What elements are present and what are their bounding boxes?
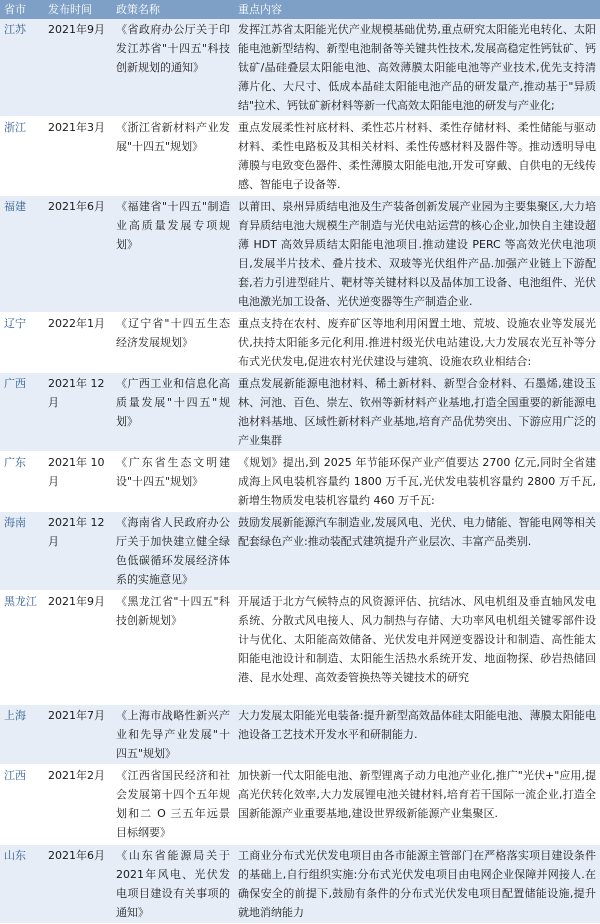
table-header-row: [0, 0, 600, 19]
cell-province: 广西: [0, 373, 44, 452]
cell-key-content: 发挥江苏省太阳能光伏产业规模基础优势,重点研究太阳能光电转化、太阳能电池新型结构、新型电池制备等关键共性技术,发展高稳定性钙钛矿、钙钛矿/晶硅叠层太阳能电池、高效薄膜太阳能电池等产业技术,优先支持清薄片化、大尺寸、低成本晶硅太阳能电池产品的研发量产,推动基于"异质结"拉术、钙钛矿新材料等新一代高效太阳能电池的研发与产业化;: [234, 19, 600, 117]
table-row: [0, 845, 600, 924]
header-content: 重点内容: [234, 0, 600, 19]
cell-key-content: 重点发展新能源电池材料、稀土新材料、新型合金材料、石墨烯,建设玉林、河池、百色、崇左、钦州等新材料产业基地,打造全国重要的新能源电池材料基地、区域性新材料产业基地,培育产品优势突出、下游应用广泛的产业集群: [234, 373, 600, 452]
cell-date: 2021年7月: [44, 705, 112, 765]
cell-date: 2021年9月: [44, 591, 112, 705]
table-row: [0, 117, 600, 196]
table-row: [0, 196, 600, 313]
header-date: 发布时间: [44, 0, 112, 19]
cell-key-content: 大力发展太阳能光电装备:提升新型高效晶体硅太阳能电池、薄膜太阳能电池设备工艺技术开发水平和研制能力.: [234, 705, 600, 765]
cell-key-content: 重点发展柔性衬底材料、柔性芯片材料、柔性存储材料、柔性储能与驱动材料、柔性电路板及其相关材料、柔性传感材料及器件等。推动透明导电薄膜与电致变色器件、柔性薄膜太阳能电池,开发可穿戴、自供电的无线传感、智能电子设备等.: [234, 117, 600, 196]
cell-key-content: 重点支持在农村、废弃矿区等地利用闲置土地、荒坡、设施农业等发展光伏,扶持太阳能多元化利用.推进村级光伏电站建设,大力发展农光互补等分布式光伏发电,促进农村光伏建设与建筑、设施农玖业相结合:: [234, 313, 600, 373]
cell-key-content: 以莆田、泉州异质结电池及生产装备创新发展产业园为主要集聚区,大力培育异质结电池大规模生产制造与光伏电站运营的核心企业,加快自主建设超薄 HDT 高效异质结太阳能电池项目.推动建设 PERC 等高效光伏电池项目,发展半片技术、叠片技术、双玻等光伏组件产品.加强产业链上下游配套,若力引进型硅片、靶材等关键材料以及晶体加工设备、电池组件、光伏电池激光加工设备、光伏逆变器等生产制造企业.: [234, 196, 600, 313]
cell-date: 2021年2月: [44, 765, 112, 845]
header-policy: 政策名称: [112, 0, 234, 19]
cell-policy-name: 《黑龙江省"十四五"科技创新规划》: [112, 591, 234, 705]
cell-policy-name: 《辽宁省"十四五生态经济发展规划》: [112, 313, 234, 373]
table-row: [0, 452, 600, 512]
header-province: 省市: [0, 0, 44, 19]
table-body: [0, 19, 600, 924]
table-row: [0, 591, 600, 705]
cell-date: 2021年9月: [44, 19, 112, 117]
cell-key-content: 加快新一代太阳能电池、新型锂离子动力电池产业化,推广"光伏+"应用,提高光伏转化效率,大力发展锂电池关键材料,培育若干国际一流企业,打造全国新能源产业重要基地,建设世界级新能源产业集聚区.: [234, 765, 600, 845]
table-row: [0, 373, 600, 452]
cell-province: 辽宁: [0, 313, 44, 373]
cell-policy-name: 《广东省生态文明建设"十四五"规划》: [112, 452, 234, 512]
cell-policy-name: 《广西工业和信息化高质量发展"十四五"规划》: [112, 373, 234, 452]
cell-province: 山东: [0, 845, 44, 924]
cell-key-content: 《规划》提出,到 2025 年节能环保产业产值要达 2700 亿元,同时全省建成海上风电装机容量约 1800 万千瓦,光伏发电装机容量约 2800 万千瓦,新增生物质发电装机容量约 460 万千瓦:: [234, 452, 600, 512]
cell-province: 海南: [0, 512, 44, 591]
table-row: [0, 512, 600, 591]
cell-policy-name: 《海南省人民政府办公厅关于加快建立健全绿色低碳循环发展经济体系的实施意见》: [112, 512, 234, 591]
cell-date: 2022年1月: [44, 313, 112, 373]
cell-province: 黑龙江: [0, 591, 44, 705]
cell-date: 2021年6月: [44, 196, 112, 313]
table-row: [0, 705, 600, 765]
cell-province: 广东: [0, 452, 44, 512]
cell-province: 福建: [0, 196, 44, 313]
cell-policy-name: 《江西省国民经济和社会发展第十四个五年规划和二 O 三五年远景目标纲要》: [112, 765, 234, 845]
cell-date: 2021年 12月: [44, 373, 112, 452]
cell-policy-name: 《浙江省新材料产业发展"十四五"规划》: [112, 117, 234, 196]
cell-policy-name: 《省政府办公厅关于印发江苏省"十四五"科技创新规划的通知》: [112, 19, 234, 117]
cell-policy-name: 《福建省"十四五"制造业高质量发展专项规划》: [112, 196, 234, 313]
cell-key-content: 工商业分布式光伏发电项目由各市能源主管部门在严格落实项目建设条件的基础上,自行组织实施:分布式光伏发电项目由电网企业保障并网接人.在确保安全的前提下,鼓励有条件的分布式光伏发电项目配置储能设施,提升就地消纳能力: [234, 845, 600, 924]
cell-date: 2021年3月: [44, 117, 112, 196]
cell-province: 江西: [0, 765, 44, 845]
table-row: [0, 313, 600, 373]
cell-key-content: 鼓励发展新能源汽车制造业,发展风电、光伏、电力储能、智能电网等相关配套绿色产业:推动装配式建筑提升产业层次、丰富产品类别.: [234, 512, 600, 591]
table-row: [0, 765, 600, 845]
cell-policy-name: 《上海市战略性新兴产业和先导产业发展"十四五"规划》: [112, 705, 234, 765]
cell-date: 2021年 10月: [44, 452, 112, 512]
cell-province: 江苏: [0, 19, 44, 117]
cell-date: 2021年6月: [44, 845, 112, 924]
cell-date: 2021年 12月: [44, 512, 112, 591]
cell-key-content: 开展适于北方气候特点的风资源评估、抗结冰、风电机组及垂直轴风发电系统、分散式风电接人、风力制热与存储、大功率风电机组关键零部件设计与优化、太阳能高效储备、光伏发电并网逆变器设计和制造、高性能太阳能电池设计和制造、太阳能生活热水系统开发、地面物探、砂岩热储回港、昆水处理、高效委管换热等关键技术的研究: [234, 591, 600, 705]
cell-province: 浙江: [0, 117, 44, 196]
cell-province: 上海: [0, 705, 44, 765]
cell-policy-name: 《山东省能源局关于2021年风电、光伏发电项目建设有关事项的通知》: [112, 845, 234, 924]
table-row: [0, 19, 600, 117]
